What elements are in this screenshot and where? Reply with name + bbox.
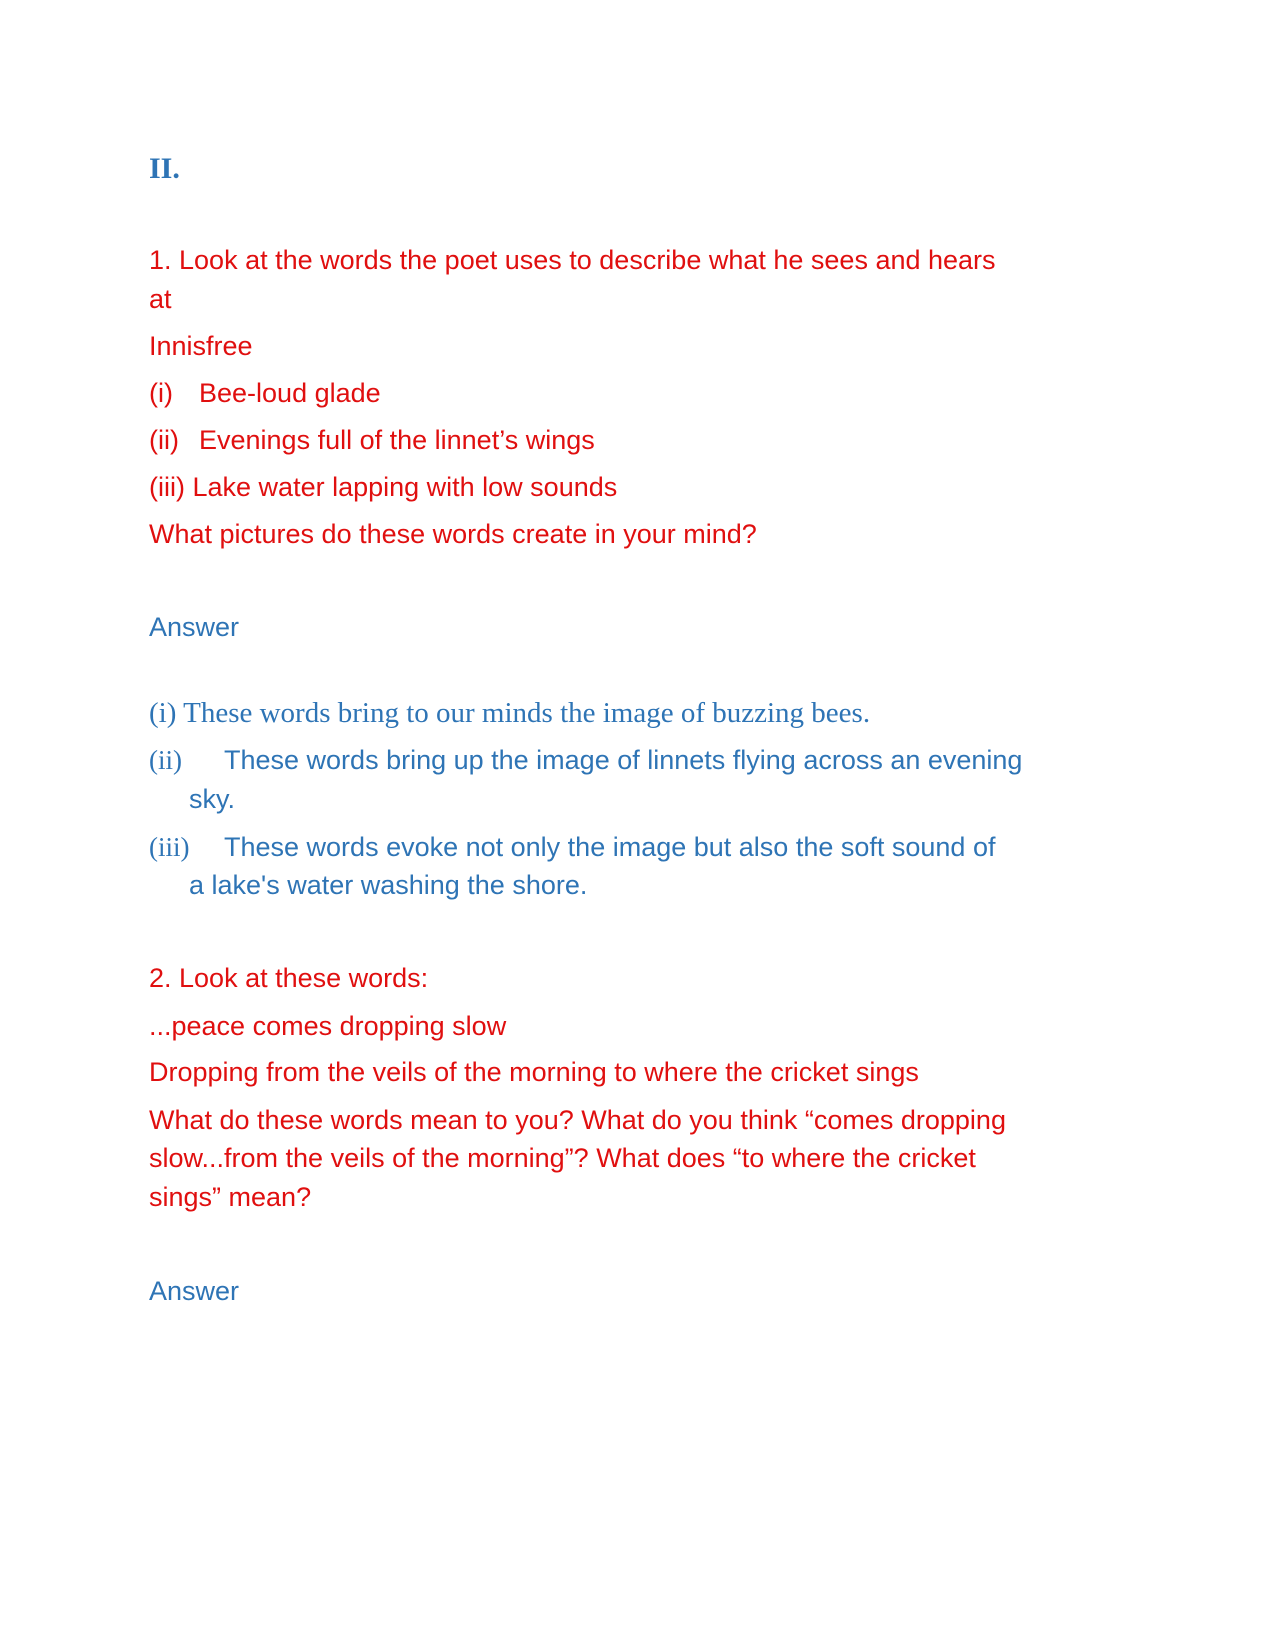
answer-2-label: Answer [149, 1276, 240, 1306]
answer-1-item [149, 744, 1022, 776]
question-1-item [149, 471, 617, 503]
answer-1-item-continuation: sky. [189, 784, 235, 814]
item-number: (ii) [149, 425, 179, 455]
question-2-line-5: slow...from the veils of the morning”? What does “to where the cricket [149, 1143, 976, 1173]
item-number: (iii) [149, 472, 185, 502]
answer-1-label: Answer [149, 612, 240, 642]
item-text: These words evoke not only the image but also the soft sound of [224, 832, 996, 862]
answer-1-item [149, 697, 870, 729]
question-2-line-2: ...peace comes dropping slow [149, 1011, 507, 1041]
question-1-prompt: What pictures do these words create in your mind? [149, 519, 757, 549]
question-2-line-6: sings” mean? [149, 1182, 312, 1212]
question-1-item [149, 424, 595, 456]
answer-1-item [149, 831, 995, 863]
item-number: (i) [149, 378, 173, 408]
question-1-item [149, 377, 381, 409]
question-2-line-4: What do these words mean to you? What do you think “comes dropping [149, 1105, 1006, 1135]
question-1-line-1: 1. Look at the words the poet uses to describe what he sees and hears [149, 245, 996, 275]
section-heading: II. [149, 152, 180, 185]
answer-1-item-continuation: a lake's water washing the shore. [189, 870, 588, 900]
item-text: Lake water lapping with low sounds [192, 472, 618, 502]
item-text: These words bring to our minds the image of buzzing bees. [183, 697, 871, 729]
item-text: Evenings full of the linnet’s wings [199, 425, 595, 455]
question-1-line-3: Innisfree [149, 331, 253, 361]
question-2-line-1: 2. Look at these words: [149, 963, 429, 993]
question-2-line-3: Dropping from the veils of the morning to where the cricket sings [149, 1057, 919, 1087]
item-number: (ii) [149, 745, 182, 775]
item-text: These words bring up the image of linnets flying across an evening [224, 745, 1023, 775]
question-1-line-2: at [149, 284, 172, 314]
item-text: Bee-loud glade [199, 378, 381, 408]
item-number: (i) [149, 697, 177, 729]
item-number: (iii) [149, 832, 190, 862]
